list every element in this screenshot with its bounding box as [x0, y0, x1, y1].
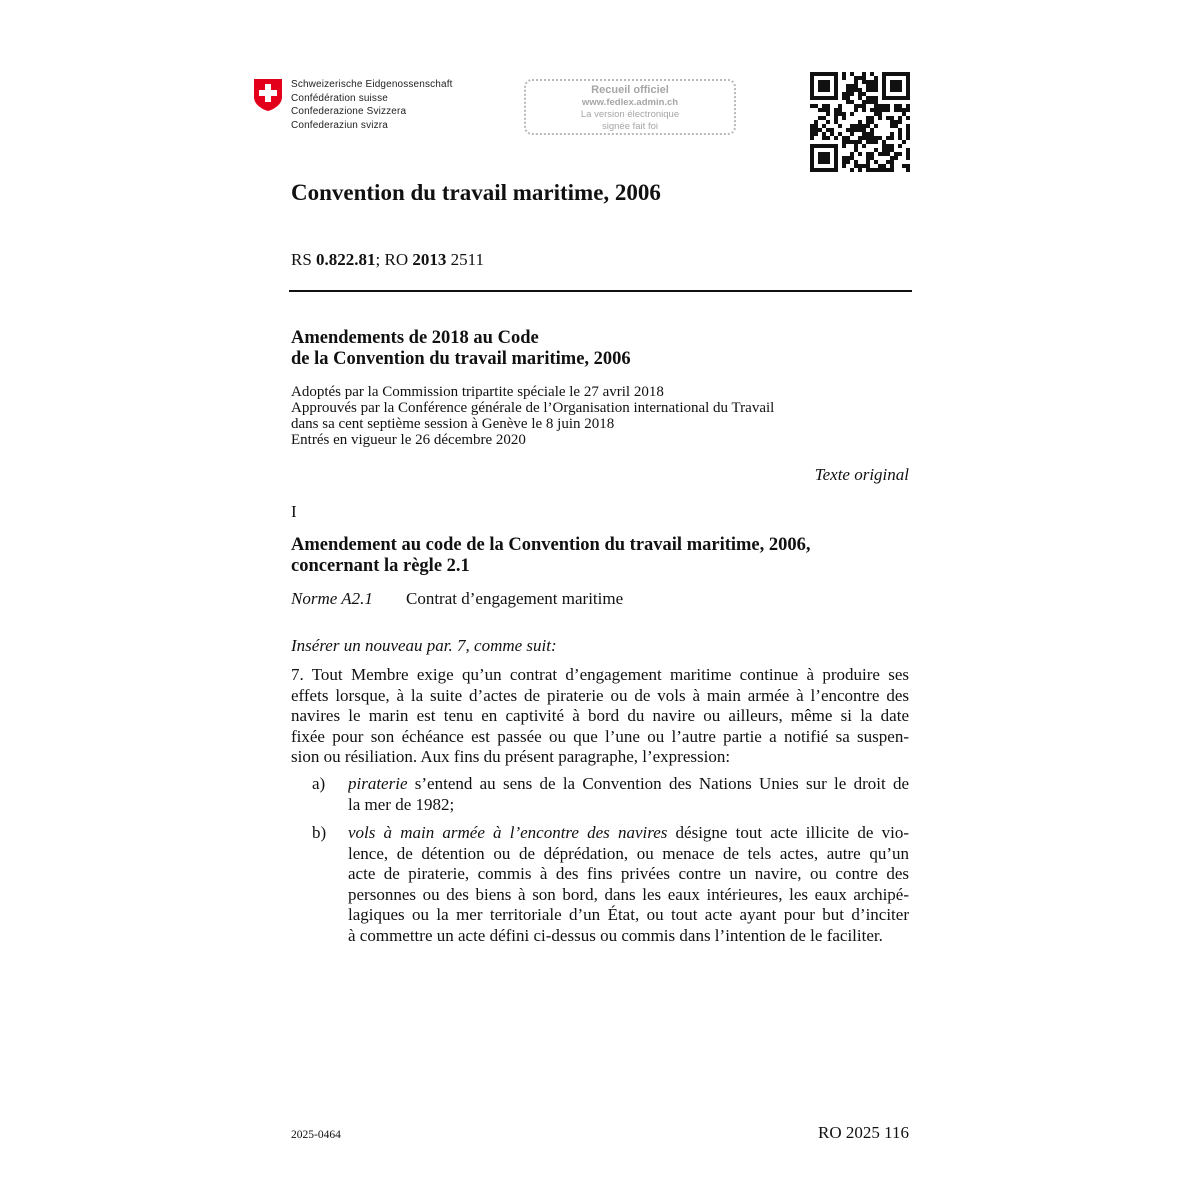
rs-number: 0.822.81 — [316, 250, 376, 269]
term-vols-main-armee: vols à main armée à l’encontre des navires — [348, 823, 668, 842]
ro-page: 2511 — [446, 250, 485, 269]
federal-names — [291, 78, 453, 132]
paragraph-line: fixée pour son échéance est passée ou que l’une ou l’autre partie a notifié sa suspen- — [291, 726, 909, 746]
amendment-title-line: Amendements de 2018 au Code — [291, 328, 539, 348]
federal-name-de: Schweizerische Eidgenossenschaft — [291, 79, 453, 90]
reference-line — [291, 250, 484, 270]
norme-label: Norme A2.1 — [291, 589, 373, 608]
list-item-line — [348, 823, 909, 844]
swiss-cross-logo-icon — [253, 78, 283, 112]
list-item-letter: b) — [312, 823, 327, 842]
stamp-url: www.fedlex.admin.ch — [581, 97, 679, 108]
definition-text: désigne tout acte illicite de vio- — [667, 823, 909, 842]
ro-year: 2013 — [412, 250, 447, 269]
adoption-line: Entrés en vigueur le 26 décembre 2020 — [291, 432, 526, 448]
list-item-line: la mer de 1982; — [348, 794, 455, 814]
norme-row — [291, 589, 624, 609]
federal-name-fr: Confédération suisse — [291, 92, 388, 104]
adoption-info — [291, 384, 774, 448]
official-collection-stamp — [524, 79, 736, 135]
adoption-line: Adoptés par la Commission tripartite spéciale le 27 avril 2018 — [291, 384, 664, 400]
stamp-line-1: La version électronique — [580, 109, 680, 120]
paragraph-line: 7. Tout Membre exige qu’un contrat d’engagement maritime continue à produire ses — [291, 665, 909, 684]
norme-title: Contrat d’engagement maritime — [406, 589, 624, 608]
list-item-line: acte de piraterie, commis à des fins privées contre un navire, ou contre des — [348, 864, 909, 883]
amendment-heading-line: Amendement au code de la Convention du travail maritime, 2006, — [291, 535, 811, 555]
section-number: I — [291, 502, 297, 521]
list-item-piraterie — [348, 774, 909, 815]
paragraph-line: effets lorsque, à la suite d’actes de piraterie ou de vols à main armée à l’encontre des — [291, 685, 909, 705]
term-piraterie: piraterie — [348, 774, 408, 793]
adoption-line: Approuvés par la Conférence générale de l’Organisation international du Travail — [291, 400, 775, 416]
footer-document-code: 2025-0464 — [291, 1129, 341, 1141]
amendment-heading-line: concernant la règle 2.1 — [291, 556, 470, 576]
amendment-heading — [291, 535, 811, 577]
amendment-instruction: Insérer un nouveau par. 7, comme suit: — [291, 636, 557, 655]
footer-ro-reference: RO 2025 116 — [818, 1123, 909, 1142]
amendment-title — [291, 328, 631, 370]
title-divider — [289, 290, 912, 292]
list-item-line: lagiques ou la mer territoriale d’un État, ou tout acte ayant pour but d’inciter — [348, 905, 909, 924]
ref-separator: ; RO — [375, 250, 413, 269]
list-item-letter: a) — [312, 774, 326, 793]
qr-code-icon — [810, 72, 910, 172]
stamp-title: Recueil officiel — [591, 84, 669, 96]
paragraph-line: sion ou résiliation. Aux fins du présent paragraphe, l’expression: — [291, 747, 731, 766]
list-item-line: à commettre un acte défini ci-dessus ou commis dans l’intention de le faciliter. — [348, 925, 883, 945]
document-title: Convention du travail maritime, 2006 — [291, 180, 661, 205]
stamp-line-2: signée fait foi — [602, 121, 658, 132]
list-item-vols-main-armee — [348, 823, 909, 946]
rs-prefix: RS — [291, 250, 317, 269]
paragraph-line: navires le marin est tenu en captivité à bord du navire ou ailleurs, même si la date — [291, 706, 909, 725]
federal-name-rm: Confederaziun svizra — [291, 119, 388, 131]
original-text-label: Texte original — [814, 465, 909, 484]
list-item-line: lence, de détention ou de déprédation, ou menace de tels actes, autre qu’un — [348, 843, 909, 863]
definition-text: s’entend au sens de la Convention des Nations Unies sur le droit de — [407, 774, 909, 793]
list-item-line: personnes ou des biens à son bord, dans les eaux intérieures, les eaux archipé- — [348, 884, 909, 904]
paragraph-7 — [291, 665, 909, 768]
federal-name-it: Confederazione Svizzera — [291, 106, 407, 117]
list-item-line — [348, 774, 909, 795]
amendment-title-line: de la Convention du travail maritime, 2006 — [291, 349, 631, 369]
adoption-line: dans sa cent septième session à Genève le 8 juin 2018 — [291, 416, 615, 432]
